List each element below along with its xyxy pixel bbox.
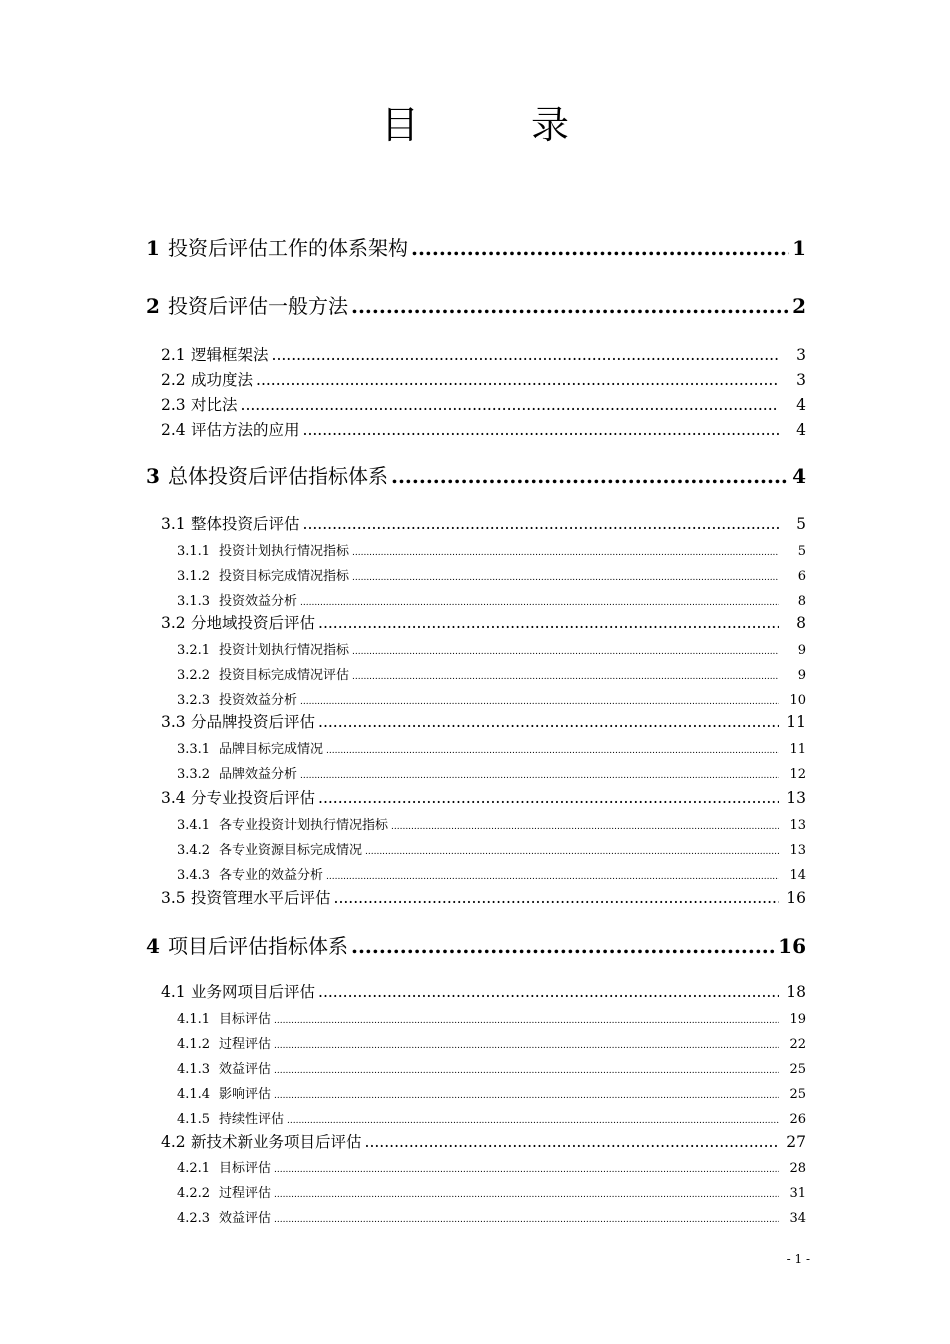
dot-leader (351, 934, 775, 958)
dot-leader (274, 1062, 779, 1077)
toc-entry-number: 4.1.5 (177, 1112, 211, 1127)
toc-entry-page: 13 (789, 843, 806, 858)
toc-entry-level-3[interactable] (177, 763, 806, 782)
dot-leader (391, 818, 779, 833)
toc-entry-title: 投资目标完成情况评估 (219, 668, 350, 683)
toc-entry-title: 效益评估 (219, 1062, 272, 1077)
dot-leader (334, 889, 779, 907)
toc-entry-page: 31 (789, 1186, 806, 1201)
dot-leader (318, 789, 779, 807)
toc-entry-title: 持续性评估 (219, 1112, 285, 1127)
toc-entry-page: 8 (797, 594, 806, 609)
dot-leader (274, 1186, 779, 1201)
toc-entry-number: 3.4.2 (177, 843, 211, 858)
toc-entry-page: 9 (797, 668, 806, 683)
toc-entry-title: 新技术新业务项目后评估 (191, 1133, 362, 1151)
toc-entry-level-3[interactable] (177, 1157, 806, 1176)
toc-entry-number: 3.1.1 (177, 544, 211, 559)
toc-entry-page: 6 (797, 569, 806, 584)
dot-leader (352, 668, 779, 683)
toc-entry-number: 4.1.3 (177, 1062, 211, 1077)
toc-entry-number: 4.2.1 (177, 1161, 211, 1176)
toc-entry-page: 27 (786, 1133, 806, 1151)
toc-entry-number: 4.1.2 (177, 1037, 211, 1052)
toc-entry-number: 2 (146, 294, 160, 318)
toc-entry-page: 14 (789, 868, 806, 883)
toc-entry-title: 投资效益分析 (219, 594, 298, 609)
toc-entry-level-2[interactable] (161, 611, 806, 633)
toc-entry-title: 品牌目标完成情况 (219, 742, 324, 757)
dot-leader (303, 421, 779, 439)
toc-entry-page: 5 (797, 544, 806, 559)
toc-entry-level-1[interactable] (146, 930, 806, 959)
toc-entry-title: 整体投资后评估 (191, 515, 300, 533)
toc-entry-level-3[interactable] (177, 664, 806, 683)
toc-entry-level-3[interactable] (177, 1207, 806, 1226)
toc-entry-page: 12 (789, 767, 806, 782)
toc-entry-number: 3 (146, 464, 160, 488)
toc-entry-level-2[interactable] (161, 393, 806, 415)
dot-leader (391, 464, 789, 488)
toc-entry-page: 4 (792, 464, 806, 488)
toc-entry-level-2[interactable] (161, 980, 806, 1002)
toc-entry-title: 各专业投资计划执行情况指标 (219, 818, 389, 833)
toc-entry-page: 25 (789, 1062, 806, 1077)
toc-entry-number: 4.1 (161, 983, 186, 1001)
toc-entry-number: 3.4 (161, 789, 186, 807)
toc-entry-page: 26 (789, 1112, 806, 1127)
toc-entry-title: 影响评估 (219, 1087, 272, 1102)
toc-entry-title: 分专业投资后评估 (191, 789, 316, 807)
toc-entry-page: 18 (786, 983, 806, 1001)
toc-entry-page: 16 (778, 934, 806, 958)
toc-entry-title: 对比法 (191, 396, 238, 414)
toc-entry-title: 效益评估 (219, 1211, 272, 1226)
dot-leader (272, 346, 779, 364)
toc-entry-level-3[interactable] (177, 1083, 806, 1102)
toc-entry-title: 品牌效益分析 (219, 767, 298, 782)
toc-entry-page: 8 (796, 614, 806, 632)
toc-entry-number: 3.5 (161, 889, 186, 907)
toc-entry-page: 4 (796, 396, 806, 414)
toc-entry-number: 3.2.2 (177, 668, 211, 683)
toc-entry-title: 分品牌投资后评估 (191, 713, 316, 731)
toc-entry-page: 9 (797, 643, 806, 658)
toc-entry-page: 25 (789, 1087, 806, 1102)
toc-entry-title: 过程评估 (219, 1186, 272, 1201)
toc-entry-page: 28 (789, 1161, 806, 1176)
toc-entry-number: 2.3 (161, 396, 186, 414)
dot-leader (274, 1211, 779, 1226)
toc-entry-page: 10 (789, 693, 806, 708)
toc-entry-level-3[interactable] (177, 590, 806, 609)
dot-leader (318, 983, 779, 1001)
toc-entry-title: 投资管理水平后评估 (191, 889, 331, 907)
dot-leader (365, 1133, 779, 1151)
dot-leader (326, 742, 779, 757)
toc-entry-level-2[interactable] (161, 368, 806, 390)
toc-entry-title: 投资计划执行情况指标 (219, 643, 350, 658)
toc-entry-number: 4.2.2 (177, 1186, 211, 1201)
toc-entry-level-3[interactable] (177, 738, 806, 757)
dot-leader (365, 843, 779, 858)
toc-entry-level-2[interactable] (161, 786, 806, 808)
toc-entry-number: 3.1 (161, 515, 186, 533)
dot-leader (274, 1087, 779, 1102)
toc-entry-page: 16 (786, 889, 806, 907)
toc-entry-number: 4.2.3 (177, 1211, 211, 1226)
toc-entry-level-3[interactable] (177, 639, 806, 658)
dot-leader (318, 713, 779, 731)
toc-entry-number: 2.4 (161, 421, 186, 439)
toc-entry-page: 3 (796, 346, 806, 364)
toc-entry-level-3[interactable] (177, 540, 806, 559)
toc-entry-title: 目标评估 (219, 1161, 272, 1176)
toc-entry-level-3[interactable] (177, 1108, 806, 1127)
toc-entry-page: 34 (789, 1211, 806, 1226)
dot-leader (352, 643, 779, 658)
dot-leader (300, 594, 779, 609)
toc-entry-level-3[interactable] (177, 1008, 806, 1027)
dot-leader (352, 569, 779, 584)
toc-entry-number: 4.1.4 (177, 1087, 211, 1102)
toc-entry-number: 3.3.1 (177, 742, 211, 757)
toc-entry-number: 3.3.2 (177, 767, 211, 782)
toc-entry-page: 11 (789, 742, 806, 757)
toc-entry-level-3[interactable] (177, 864, 806, 883)
toc-entry-level-2[interactable] (161, 710, 806, 732)
dot-leader (303, 515, 779, 533)
toc-entry-page: 11 (786, 713, 806, 731)
toc-entry-level-3[interactable] (177, 814, 806, 833)
dot-leader (241, 396, 779, 414)
toc-entry-title: 项目后评估指标体系 (168, 934, 348, 958)
toc-entry-level-2[interactable] (161, 886, 806, 908)
toc-entry-title: 过程评估 (219, 1037, 272, 1052)
toc-entry-title: 投资目标完成情况指标 (219, 569, 350, 584)
toc-entry-page: 2 (792, 294, 806, 318)
toc-entry-page: 3 (796, 371, 806, 389)
toc-entry-title: 投资后评估工作的体系架构 (168, 236, 408, 260)
toc-entry-level-3[interactable] (177, 839, 806, 858)
page-number: - 1 - (786, 1252, 810, 1266)
toc-entry-number: 3.1.3 (177, 594, 211, 609)
toc-entry-level-2[interactable] (161, 343, 806, 365)
toc-entry-number: 4.1.1 (177, 1012, 211, 1027)
toc-entry-number: 3.3 (161, 713, 186, 731)
toc-entry-title: 各专业的效益分析 (219, 868, 324, 883)
toc-entry-title: 评估方法的应用 (191, 421, 300, 439)
dot-leader (274, 1037, 779, 1052)
dot-leader (351, 294, 789, 318)
toc-entry-title: 投资效益分析 (219, 693, 298, 708)
toc-entry-level-1[interactable] (146, 460, 806, 489)
dot-leader (352, 544, 779, 559)
dot-leader (274, 1012, 779, 1027)
toc-entry-title: 各专业资源目标完成情况 (219, 843, 363, 858)
toc-entry-page: 4 (796, 421, 806, 439)
toc-entry-level-2[interactable] (161, 418, 806, 440)
toc-entry-number: 4 (146, 934, 160, 958)
dot-leader (300, 693, 779, 708)
dot-leader (326, 868, 779, 883)
toc-entry-title: 投资后评估一般方法 (168, 294, 348, 318)
toc-entry-level-1[interactable] (146, 290, 806, 319)
toc-entry-level-3[interactable] (177, 689, 806, 708)
toc-entry-number: 4.2 (161, 1133, 186, 1151)
toc-entry-title: 总体投资后评估指标体系 (168, 464, 388, 488)
toc-entry-title: 分地域投资后评估 (191, 614, 316, 632)
toc-entry-title: 业务网项目后评估 (191, 983, 316, 1001)
toc-entry-title: 成功度法 (191, 371, 254, 389)
dot-leader (256, 371, 779, 389)
toc-entry-level-1[interactable] (146, 232, 806, 261)
toc-entry-page: 13 (789, 818, 806, 833)
toc-entry-number: 1 (146, 236, 160, 260)
dot-leader (411, 236, 789, 260)
dot-leader (274, 1161, 779, 1176)
toc-entry-level-2[interactable] (161, 1130, 806, 1152)
toc-entry-level-3[interactable] (177, 1182, 806, 1201)
toc-entry-title: 目标评估 (219, 1012, 272, 1027)
toc-entry-page: 13 (786, 789, 806, 807)
toc-entry-page: 19 (789, 1012, 806, 1027)
toc-entry-level-3[interactable] (177, 1033, 806, 1052)
toc-entry-level-3[interactable] (177, 565, 806, 584)
page-title: 目 录 (380, 103, 620, 147)
toc-entry-number: 3.4.3 (177, 868, 211, 883)
toc-entry-number: 3.1.2 (177, 569, 211, 584)
toc-entry-page: 5 (796, 515, 806, 533)
toc-entry-level-2[interactable] (161, 512, 806, 534)
toc-entry-title: 逻辑框架法 (191, 346, 269, 364)
toc-entry-page: 22 (789, 1037, 806, 1052)
toc-entry-page: 1 (792, 236, 806, 260)
dot-leader (300, 767, 779, 782)
dot-leader (287, 1112, 779, 1127)
dot-leader (318, 614, 779, 632)
toc-entry-number: 3.2.3 (177, 693, 211, 708)
toc-entry-number: 2.1 (161, 346, 186, 364)
toc-entry-number: 2.2 (161, 371, 186, 389)
toc-entry-level-3[interactable] (177, 1058, 806, 1077)
toc-entry-number: 3.4.1 (177, 818, 211, 833)
toc-entry-title: 投资计划执行情况指标 (219, 544, 350, 559)
toc-entry-number: 3.2.1 (177, 643, 211, 658)
toc-entry-number: 3.2 (161, 614, 186, 632)
